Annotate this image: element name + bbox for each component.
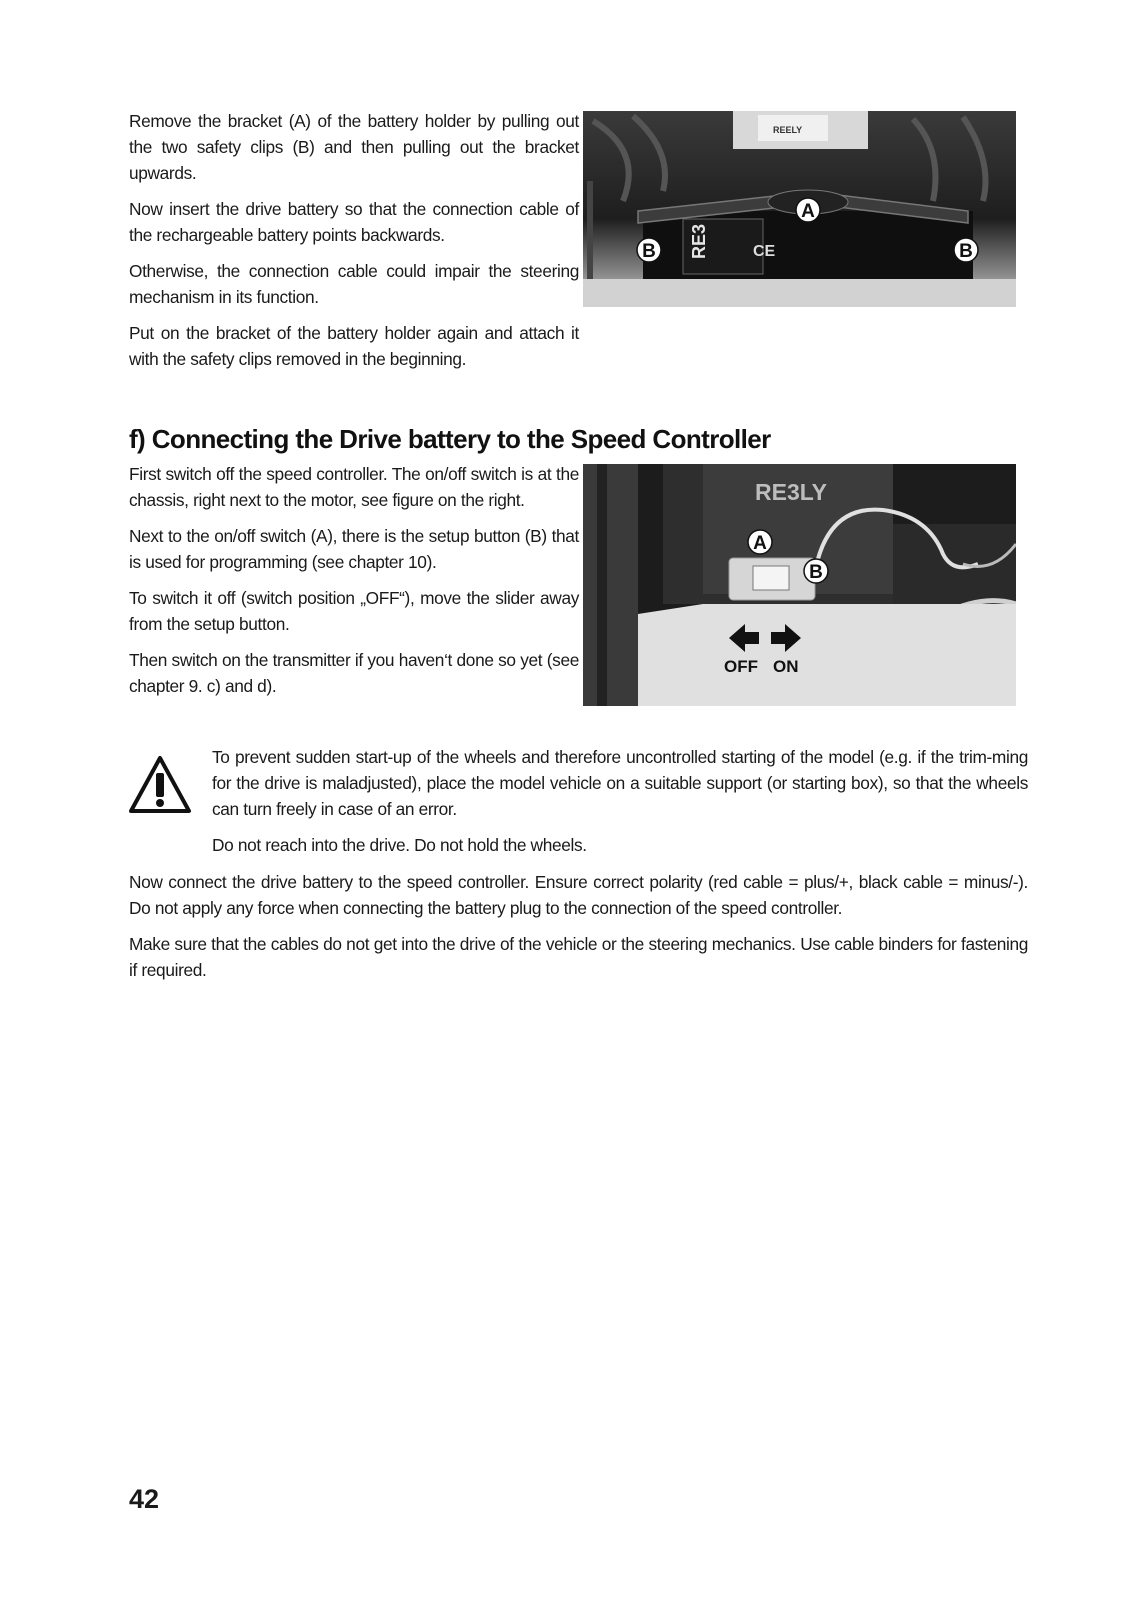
paragraph-remove-bracket: Remove the bracket (A) of the battery holder by pulling out the two safety clips (B) and then pulling out the bracket upwards. xyxy=(129,111,579,183)
receiver-label: REELY xyxy=(773,125,803,135)
paragraph-reattach-bracket: Put on the bracket of the battery holder again and attach it with the safety clips removed in the beginning. xyxy=(129,323,579,369)
paragraph-insert-battery: Now insert the drive battery so that the connection cable of the rechargeable battery points backwards. xyxy=(129,199,579,245)
marker-b-right: B xyxy=(959,241,973,262)
warning-triangle-icon xyxy=(128,755,192,815)
section-heading: f) Connecting the Drive battery to the Speed Controller xyxy=(129,424,771,454)
marker-a: A xyxy=(753,533,767,554)
on-label: ON xyxy=(773,657,799,676)
battery-brand-label: RE3 xyxy=(689,223,709,259)
paragraph-connect-battery: Now connect the drive battery to the speed controller. Ensure correct polarity (red cable = plus/+, black cable = minus/-). Do not apply any force when connecting the battery plug to the connection of the speed controller. xyxy=(129,872,1028,918)
paragraph-cable-routing: Make sure that the cables do not get into the drive of the vehicle or the steering mechanics. Use cable binders for fastening if required. xyxy=(129,934,1028,980)
paragraph-setup-button: Next to the on/off switch (A), there is the setup button (B) that is used for programming (see chapter 10). xyxy=(129,526,579,572)
motor-brand-label: RE3LY xyxy=(755,479,828,505)
battery-holder-photo xyxy=(583,111,1016,307)
marker-b: B xyxy=(809,562,823,583)
paragraph-transmitter: Then switch on the transmitter if you haven‘t done so yet (see chapter 9. c) and d). xyxy=(129,650,579,696)
paragraph-switch-position: To switch it off (switch position „OFF“), move the slider away from the setup button. xyxy=(129,588,579,634)
paragraph-switch-off: First switch off the speed controller. The on/off switch is at the chassis, right next to the motor, see figure on the right. xyxy=(129,464,579,510)
marker-a: A xyxy=(801,201,815,222)
marker-b-left: B xyxy=(642,241,656,262)
page-number: 42 xyxy=(129,1484,160,1514)
warning-paragraph-support: To prevent sudden start-up of the wheels and therefore uncontrolled starting of the model (e.g. if the trim-ming for the drive is maladjusted), place the model vehicle on a suitable support (or starting box), so that the wheels can turn freely in case of an error. xyxy=(212,747,1028,819)
warning-paragraph-hands: Do not reach into the drive. Do not hold the wheels. xyxy=(212,835,587,855)
off-label: OFF xyxy=(724,657,758,676)
ce-mark-icon: CE xyxy=(753,243,776,260)
paragraph-cable-warning: Otherwise, the connection cable could impair the steering mechanism in its function. xyxy=(129,261,579,307)
speed-controller-photo xyxy=(583,464,1016,706)
